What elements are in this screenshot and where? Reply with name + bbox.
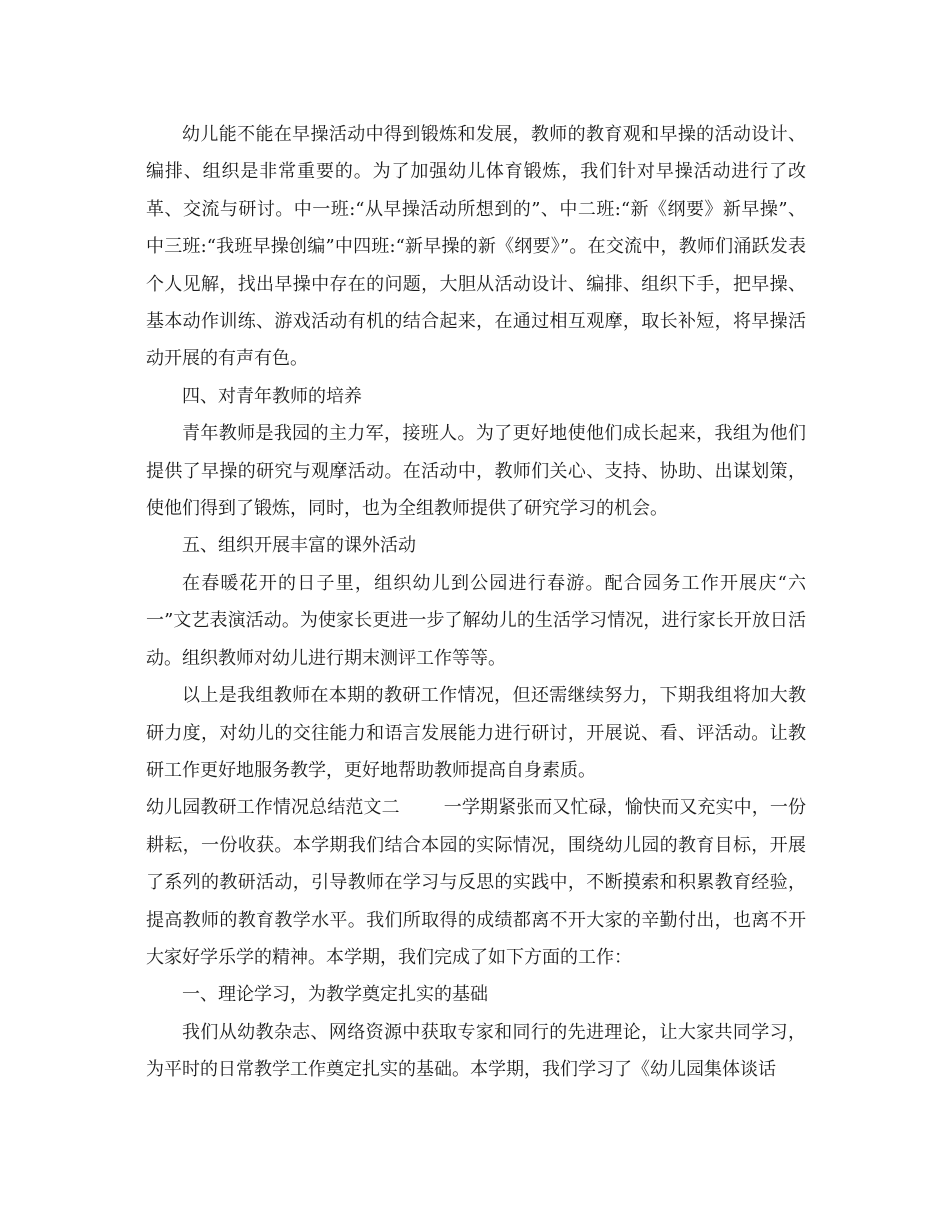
paragraph-young-teachers: 青年教师是我园的主力军，接班人。为了更好地使他们成长起来，我组为他们提供了早操的研究与观摩活动。在活动中，教师们关心、支持、协助、出谋划策，使他们得到了锻炼，同时，也为全组教师提供了研究学习的机会。 xyxy=(146,423,806,520)
section-heading-extracurricular: 五、组织开展丰富的课外活动 xyxy=(182,535,416,557)
sample-two-title: 幼儿园教研工作情况总结范文二 xyxy=(146,797,400,819)
paragraph-morning-exercise: 幼儿能不能在早操活动中得到锻炼和发展，教师的教育观和早操的活动设计、编排、组织是非常重要的。为了加强幼儿体育锻炼，我们针对早操活动进行了改革、交流与研讨。中一班:“从早操活动所想到的”、中二班:“新《纲要》新早操”、中三班:“我班早操创编”中四班:“新早操的新《纲要》”。在交流中，教师们涌跃发表个人见解，找出早操中存在的问题，大胆从活动设计、编排、组织下手，把早操、基本动作训练、游戏活动有机的结合起来，在通过相互观摩，取长补短，将早操活动开展的有声有色。 xyxy=(146,124,806,370)
sample-two-intro: 一学期紧张而又忙碌，愉快而又充实中，一份耕耘，一份收获。本学期我们结合本园的实际情况，围绕幼儿园的教育目标，开展了系列的教研活动，引导教师在学习与反思的实践中，不断摸索和积累教育经验，提高教师的教育教学水平。我们所取得的成绩都离不开大家的辛勤付出，也离不开大家好学乐学的精神。本学期，我们完成了如下方面的工作： xyxy=(146,797,807,968)
section-heading-young-teachers: 四、对青年教师的培养 xyxy=(182,385,362,407)
paragraph-extracurricular: 在春暖花开的日子里，组织幼儿到公园进行春游。配合园务工作开展庆“六一”文艺表演活动。为使家长更进一步了解幼儿的生活学习情况，进行家长开放日活动。组织教师对幼儿进行期末测评工作等等。 xyxy=(146,572,806,669)
document-body xyxy=(146,116,806,1089)
paragraph-sample-two xyxy=(146,789,806,976)
paragraph-theory-study: 我们从幼教杂志、网络资源中获取专家和同行的先进理论，让大家共同学习，为平时的日常教学工作奠定扎实的基础。本学期，我们学习了《幼儿园集体谈话 xyxy=(146,1021,806,1081)
section-heading-theory-study: 一、理论学习，为教学奠定扎实的基础 xyxy=(182,984,488,1006)
paragraph-summary: 以上是我组教师在本期的教研工作情况，但还需继续努力，下期我组将加大教研力度，对幼儿的交往能力和语言发展能力进行研讨，开展说、看、评活动。让教研工作更好地服务教学，更好地帮助教师提高自身素质。 xyxy=(146,685,806,781)
